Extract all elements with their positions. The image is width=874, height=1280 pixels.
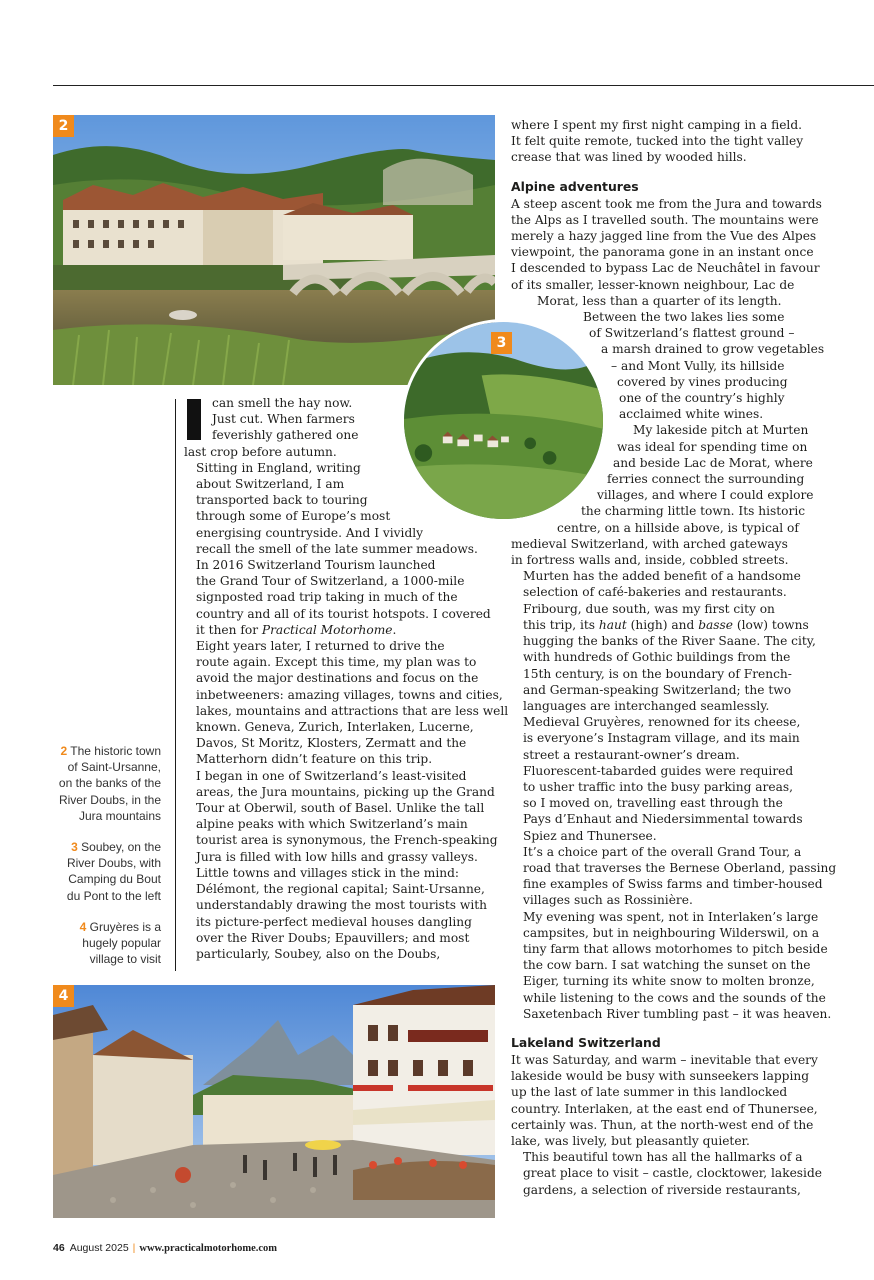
issue-date: August 2025: [69, 1242, 129, 1254]
caption-photo-4: 4 Gruyères is a hugely popular village to visit: [79, 919, 161, 967]
caption-photo-3: 3 Soubey, on the River Doubs, with Camping du Bout du Pont to the left: [66, 840, 161, 903]
paragraph: This beautiful town has all the hallmarks of a great place to visit – castle, clocktower, lakeside gardens, a selection of riverside restaurants,: [523, 1150, 822, 1197]
paragraph: Fluorescent-tabarded guides were required to usher traffic into the busy parking areas, so I moved on, travelling east through the Pays d’Enhaut and Niedersimmental towards Spiez and Thunersee.: [523, 763, 803, 843]
photo-saint-ursanne: [53, 115, 495, 385]
paragraph-intro: can smell the hay now. Just cut. When farmers feverishly gathered one last crop before autumn.: [184, 396, 359, 459]
photo-2-number-badge: 2: [53, 115, 74, 137]
paragraph: My evening was spent, not in Interlaken’s large campsites, but in neighbouring Wilderswil, on a tiny farm that allows motorhomes to pitch beside the cow barn. I sat watching the sunset on the Eiger, turning its white snow to molten bronze, while listening to the cows and the sounds of the Saxetenbach River tumbling past – it was heaven.: [523, 909, 832, 1021]
article-column-left: [184, 395, 509, 962]
paragraph: Fribourg, due south, was my first city on this trip, its haut (high) and basse (low) towns hugging the banks of the River Saane. The city, with hundreds of Gothic buildings from the 15th century, is on the boundary of French- and German-speaking Switzerland; the two languages are interchanged seamlessly.: [523, 601, 816, 713]
paragraph: Medieval Gruyères, renowned for its cheese, is everyone’s Instagram village, and its main street a restaurant-owner’s dream.: [523, 715, 801, 762]
paragraph: A steep ascent took me from the Jura and towards the Alps as I travelled south. The mountains were merely a hazy jagged line from the Vue des Alpes viewpoint, the panorama gone in an instant once I descended to bypass Lac de Neuchâtel in favour of its smaller, lesser-known neighbour, Lac de Morat, less than a quarter of its length.: [511, 196, 822, 308]
paragraph: It was Saturday, and warm – inevitable that every lakeside would be busy with sunseekers lapping up the last of late summer in this landlocked country. Interlaken, at the east end of Thunersee, certainly was. Thun, at the north-west end of the lake, was lively, but pleasantly quieter.: [511, 1052, 818, 1148]
photo-captions: [53, 743, 161, 982]
footer-separator: |: [132, 1242, 136, 1254]
subheading-alpine-adventures: Alpine adventures: [511, 178, 639, 194]
subheading-lakeland-switzerland: Lakeland Switzerland: [511, 1034, 661, 1050]
photo-4-number-badge: 4: [53, 985, 74, 1007]
photo-gruyeres: [53, 985, 495, 1218]
paragraph: where I spent my first night camping in a field. It felt quite remote, tucked into the tight valley crease that was lined by wooded hills.: [511, 118, 804, 165]
paragraph: I began in one of Switzerland’s least-visited areas, the Jura mountains, picking up the Grand Tour at Oberwil, south of Basel. Unlike the tall alpine peaks with which Switzerland’s main tourist area is synonymous, the French-speaking Jura is filled with low hills and grassy valleys.: [196, 768, 498, 864]
page-footer: [53, 1242, 277, 1254]
header-rule: [53, 85, 874, 86]
paragraph: My lakeside pitch at Murten was ideal for spending time on and beside Lac de Morat, where ferries connect the surrounding villages, and where I could explore the charming little town. Its historic centre, on a hillside above, is typical of medieval Switzerland, with arched gateways in fortress walls and, inside, cobbled streets.: [511, 423, 814, 568]
paragraph: Murten has the added benefit of a handsome selection of café-bakeries and restaurants.: [523, 569, 801, 600]
article-column-right: [511, 117, 837, 1198]
photo-3-number-badge: 3: [491, 332, 512, 354]
caption-photo-2: 2 The historic town of Saint-Ursanne, on the banks of the River Doubs, in the Jura mountains: [58, 744, 161, 823]
paragraph: Sitting in England, writing about Switzerland, I am transported back to touring through some of Europe’s most energising countryside. And I vividly recall the smell of the late summer meadows.: [196, 460, 478, 556]
page-number: 46: [53, 1242, 65, 1254]
caption-divider: [175, 399, 176, 971]
paragraph: In 2016 Switzerland Tourism launched the Grand Tour of Switzerland, a 1000-mile signposted road trip taking in much of the country and all of its tourist hotspots. I covered it then for Practical Motorhome.: [196, 558, 491, 637]
website-link[interactable]: www.practicalmotorhome.com: [139, 1243, 278, 1254]
paragraph: Eight years later, I returned to drive the route again. Except this time, my plan was to avoid the major destinations and focus on the inbetweeners: amazing villages, towns and cities, lakes, mountains and attractions that are less well known. Geneva, Zurich, Interlaken, Lucerne, Davos, St Moritz, Klosters, Zermatt and the Matterhorn didn’t feature on this trip.: [196, 639, 509, 767]
paragraph: Between the two lakes lies some of Switzerland’s flattest ground – a marsh drained to grow vegetables – and Mont Vully, its hillside covered by vines producing one of the country’s highly acclaimed white wines.: [583, 310, 825, 422]
paragraph: Little towns and villages stick in the mind: Délémont, the regional capital; Saint-Ursanne, understandably drawing the most tourists with its picture-perfect medieval houses dangling over the River Doubs; Epauvillers; and most particularly, Soubey, also on the Doubs,: [196, 865, 488, 961]
paragraph: It’s a choice part of the overall Grand Tour, a road that traverses the Bernese Oberland, passing fine examples of Swiss farms and timber-housed villages such as Rossinière.: [523, 844, 837, 908]
